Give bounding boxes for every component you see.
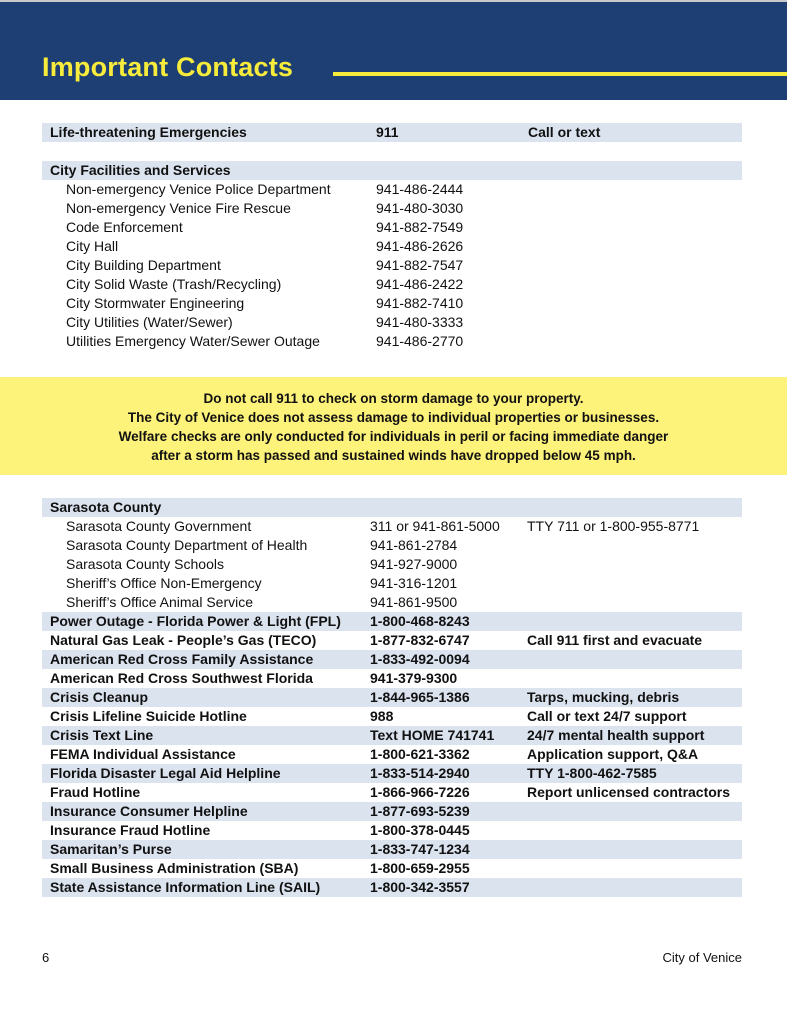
- county-contacts-table: [42, 498, 742, 897]
- contact-name: FEMA Individual Assistance: [50, 746, 236, 762]
- table-row: [42, 237, 742, 256]
- notice-line: The City of Venice does not assess damage to individual properties or businesses.: [127, 410, 660, 425]
- table-row: [42, 256, 742, 275]
- contact-note: Report unlicensed contractors: [527, 784, 731, 800]
- notice-line: after a storm has passed and sustained winds have dropped below 45 mph.: [151, 448, 636, 463]
- contact-name: American Red Cross Southwest Florida: [50, 670, 313, 686]
- contact-name: City Utilities (Water/Sewer): [66, 314, 233, 330]
- table-row: [42, 802, 742, 821]
- table-row: [42, 650, 742, 669]
- contact-phone: 941-480-3333: [376, 314, 464, 330]
- table-row: [42, 332, 742, 351]
- contact-name: Insurance Consumer Helpline: [50, 803, 248, 819]
- table-row: [42, 669, 742, 688]
- table-row: [42, 275, 742, 294]
- page-title: Important Contacts: [42, 52, 294, 82]
- contact-name: Natural Gas Leak - People’s Gas (TECO): [50, 632, 317, 648]
- contact-name: Fraud Hotline: [50, 784, 141, 800]
- emergency-row: [42, 123, 742, 142]
- table-row: [42, 631, 742, 650]
- contact-phone: 941-486-2444: [376, 181, 464, 197]
- contact-name: Code Enforcement: [66, 219, 183, 235]
- contact-name: Non-emergency Venice Fire Rescue: [66, 200, 291, 216]
- contact-name: Crisis Lifeline Suicide Hotline: [50, 708, 247, 724]
- contact-phone: 941-927-9000: [370, 556, 458, 572]
- table-row: [42, 555, 742, 574]
- county-heading-row: [42, 498, 742, 517]
- contact-phone: 1-877-832-6747: [370, 632, 470, 648]
- table-row: [42, 764, 742, 783]
- contact-name: Florida Disaster Legal Aid Helpline: [50, 765, 281, 781]
- contact-phone: 988: [370, 708, 394, 724]
- contact-phone: 1-866-966-7226: [370, 784, 470, 800]
- emergency-note: Call or text: [528, 124, 601, 140]
- contact-phone: 1-844-965-1386: [370, 689, 470, 705]
- contact-note: Call 911 first and evacuate: [527, 632, 703, 648]
- contact-name: Non-emergency Venice Police Department: [66, 181, 331, 197]
- contact-name: City Building Department: [66, 257, 221, 273]
- contact-phone: 1-833-492-0094: [370, 651, 470, 667]
- contact-phone: 941-861-2784: [370, 537, 458, 553]
- table-row: [42, 199, 742, 218]
- contact-name: Power Outage - Florida Power & Light (FPL): [50, 613, 341, 629]
- contact-phone: 1-833-747-1234: [370, 841, 470, 857]
- contact-phone: 1-833-514-2940: [370, 765, 470, 781]
- table-row: [42, 536, 742, 555]
- table-row: [42, 593, 742, 612]
- contact-name: State Assistance Information Line (SAIL): [50, 879, 321, 895]
- contact-phone: 1-800-342-3557: [370, 879, 470, 895]
- contact-name: Sarasota County Government: [66, 518, 252, 534]
- page-header: [0, 0, 787, 100]
- contact-phone: 1-800-468-8243: [370, 613, 470, 629]
- title-rule: [333, 72, 787, 76]
- footer-organization: City of Venice: [662, 950, 742, 965]
- table-row: [42, 517, 742, 536]
- contact-name: Sheriff’s Office Animal Service: [66, 594, 254, 610]
- table-row: [42, 218, 742, 237]
- table-row: [42, 707, 742, 726]
- contact-name: City Solid Waste (Trash/Recycling): [66, 276, 282, 292]
- contact-phone: 1-800-621-3362: [370, 746, 470, 762]
- contact-phone: 941-316-1201: [370, 575, 458, 591]
- contact-name: City Stormwater Engineering: [66, 295, 245, 311]
- contact-name: Insurance Fraud Hotline: [50, 822, 211, 838]
- contact-name: Sarasota County Department of Health: [66, 537, 308, 553]
- contact-phone: 941-379-9300: [370, 670, 458, 686]
- page-number: 6: [42, 950, 50, 965]
- contact-name: Utilities Emergency Water/Sewer Outage: [66, 333, 320, 349]
- contact-name: Crisis Cleanup: [50, 689, 149, 705]
- contact-phone: 941-882-7547: [376, 257, 464, 273]
- emergency-label: Life-threatening Emergencies: [50, 124, 247, 140]
- table-row: [42, 574, 742, 593]
- table-row: [42, 726, 742, 745]
- contact-phone: 941-486-2626: [376, 238, 464, 254]
- contact-name: Sheriff’s Office Non-Emergency: [66, 575, 262, 591]
- contact-note: TTY 711 or 1-800-955-8771: [527, 518, 700, 534]
- table-row: [42, 783, 742, 802]
- contact-phone: 311 or 941-861-5000: [370, 518, 500, 534]
- table-row: [42, 840, 742, 859]
- contact-note: 24/7 mental health support: [527, 727, 705, 743]
- table-row: [42, 878, 742, 897]
- contact-note: Application support, Q&A: [527, 746, 699, 762]
- contact-phone: 1-800-659-2955: [370, 860, 470, 876]
- table-row: [42, 859, 742, 878]
- contact-name: American Red Cross Family Assistance: [50, 651, 314, 667]
- contact-phone: 1-877-693-5239: [370, 803, 470, 819]
- contact-phone: 941-882-7410: [376, 295, 464, 311]
- contact-phone: 1-800-378-0445: [370, 822, 470, 838]
- contact-name: Crisis Text Line: [50, 727, 154, 743]
- county-heading: Sarasota County: [50, 499, 162, 515]
- storm-notice: [0, 377, 787, 475]
- notice-line: Welfare checks are only conducted for individuals in peril or facing immediate danger: [118, 429, 669, 444]
- contact-note: TTY 1-800-462-7585: [527, 765, 657, 781]
- contact-name: City Hall: [66, 238, 119, 254]
- notice-line: Do not call 911 to check on storm damage to your property.: [203, 391, 584, 406]
- contact-phone: 941-882-7549: [376, 219, 464, 235]
- contact-note: Call or text 24/7 support: [527, 708, 687, 724]
- contact-name: Small Business Administration (SBA): [50, 860, 299, 876]
- table-row: [42, 294, 742, 313]
- table-row: [42, 745, 742, 764]
- contact-phone: 941-861-9500: [370, 594, 458, 610]
- contact-name: Samaritan’s Purse: [50, 841, 172, 857]
- contact-phone: 941-486-2770: [376, 333, 464, 349]
- table-row: [42, 612, 742, 631]
- contact-note: Tarps, mucking, debris: [527, 689, 680, 705]
- city-heading: City Facilities and Services: [50, 162, 231, 178]
- table-row: [42, 688, 742, 707]
- table-row: [42, 821, 742, 840]
- contact-phone: 941-486-2422: [376, 276, 464, 292]
- contact-phone: 941-480-3030: [376, 200, 464, 216]
- emergency-number: 911: [376, 124, 399, 140]
- city-heading-row: [42, 161, 742, 180]
- contact-name: Sarasota County Schools: [66, 556, 224, 572]
- table-row: [42, 180, 742, 199]
- table-row: [42, 313, 742, 332]
- city-contacts-table: [42, 123, 742, 351]
- contact-phone: Text HOME 741741: [370, 727, 495, 743]
